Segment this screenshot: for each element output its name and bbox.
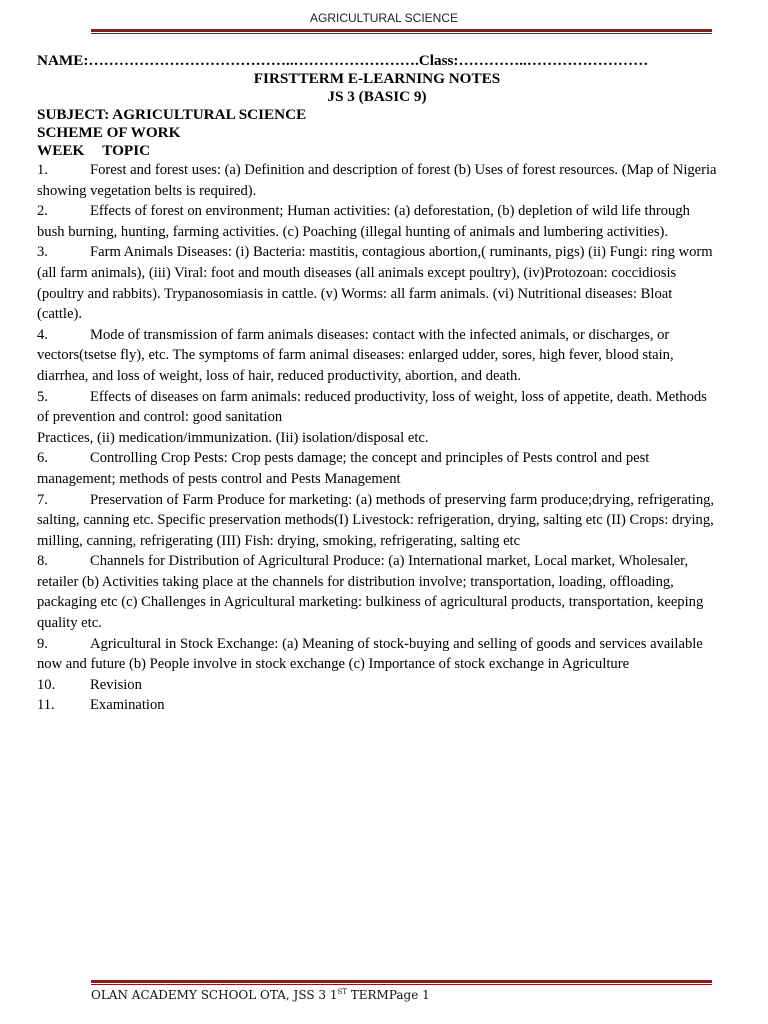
footer-term-page: TERMPage 1 [346, 988, 430, 1002]
scheme-heading: SCHEME OF WORK [37, 124, 181, 141]
scheme-item [37, 675, 717, 696]
scheme-item-number: 4. [37, 326, 48, 343]
scheme-item-number: 6. [37, 450, 48, 467]
scheme-item-number: 2. [37, 203, 48, 220]
topic-label: TOPIC [102, 142, 151, 159]
scheme-item-text: Examination [90, 697, 165, 714]
class-title: JS 3 (BASIC 9) [327, 88, 427, 105]
subject-heading: SUBJECT: AGRICULTURAL SCIENCE [37, 106, 307, 123]
footer-rule [91, 980, 712, 985]
header-rule [91, 29, 712, 34]
scheme-item [37, 242, 717, 324]
footer-school: OLAN ACADEMY SCHOOL OTA, JSS 3 1 [91, 988, 338, 1002]
scheme-item-text: Controlling Crop Pests: Crop pests damage; the concept and principles of Pests control and pest management; methods of pests control and Pests Management [37, 450, 650, 487]
scheme-item-text: Effects of diseases on farm animals: reduced productivity, loss of weight, loss of appetite, death. Methods of prevention and control: good sanitation [37, 388, 707, 426]
scheme-list-continued [37, 448, 717, 716]
notes-title: FIRSTTERM E-LEARNING NOTES [253, 70, 501, 87]
scheme-item-number: 11. [37, 697, 55, 714]
scheme-list [37, 160, 717, 428]
name-class-line: NAME:…………………………………..…………………….Class:…………..…………………… [37, 52, 649, 69]
scheme-item-number: 1. [37, 162, 48, 178]
scheme-item [37, 448, 717, 489]
scheme-item-text: Preservation of Farm Produce for marketing: (a) methods of preserving farm produce;drying, refrigerating, salting, canning etc. Specific preservation methods(I) Livestock: refrigeration, drying, salting etc (II) Crops: drying, milling, canning, refrigerating (III) Fish: drying, smoking, refrigerating, salting etc [37, 491, 715, 549]
scheme-item [37, 160, 717, 201]
scheme-item-text: Effects of forest on environment; Human activities: (a) deforestation, (b) depletion of wild life through bush burning, hunting, farming activities. (c) Poaching (illegal hunting of animals and lumbering activities). [37, 203, 690, 240]
scheme-item-text: Agricultural in Stock Exchange: (a) Meaning of stock-buying and selling of goods and services available now and future (b) People involve in stock exchange (c) Importance of stock exchange in Agriculture [37, 635, 703, 673]
scheme-item-number: 7. [37, 491, 48, 508]
page-header-title: AGRICULTURAL SCIENCE [309, 11, 459, 25]
scheme-item-number: 9. [37, 635, 48, 652]
scheme-item-number: 3. [37, 244, 48, 261]
week-topic-heading [37, 142, 717, 160]
item-5-continuation: Practices, (ii) medication/immunization. (Iii) isolation/disposal etc. [37, 429, 429, 446]
scheme-item-number: 10. [37, 676, 56, 693]
scheme-item-text: Channels for Distribution of Agricultural Produce: (a) International market, Local market, Wholesaler, retailer (b) Activities taking place at the channels for distribution involve; transportation, loading, offloading, packaging etc (c) Challenges in Agricultural marketing: bulkiness of agricultural products, transportation, keeping quality etc. [37, 553, 704, 632]
scheme-item [37, 490, 717, 552]
scheme-item-text: Farm Animals Diseases: (i) Bacteria: mastitis, contagious abortion,( ruminants, pigs) (ii) Fungi: ring worm (all farm animals), (iii) Viral: foot and mouth diseases (all animals except poultry), (iv)Protozoan: coccidiosis (poultry and rabbits). Trypanosomiasis in cattle. (v) Worms: all farm animals. (vi) Nutritional diseases: Bloat (cattle). [37, 244, 713, 323]
scheme-item [37, 387, 717, 428]
page-footer [91, 988, 430, 1002]
footer-superscript: ST [337, 988, 347, 996]
scheme-item [37, 325, 717, 387]
document-body [37, 52, 717, 716]
scheme-item-number: 8. [37, 553, 48, 570]
week-label: WEEK [37, 142, 85, 159]
scheme-item [37, 634, 717, 675]
scheme-item-number: 5. [37, 388, 48, 405]
scheme-item-text: Mode of transmission of farm animals diseases: contact with the infected animals, or discharges, or vectors(tsetse fly), etc. The symptoms of farm animal diseases: enlarged udder, sores, high fever, blood stain, diarrhea, and loss of weight, loss of hair, reduced productivity, abortion, and death. [37, 326, 674, 384]
scheme-item-text: Revision [90, 676, 142, 693]
scheme-item [37, 551, 717, 633]
scheme-item-text: Forest and forest uses: (a) Definition and description of forest (b) Uses of forest resources. (Map of Nigeria showing vegetation belts is required). [37, 162, 717, 199]
scheme-item [37, 695, 717, 716]
scheme-item [37, 201, 717, 242]
